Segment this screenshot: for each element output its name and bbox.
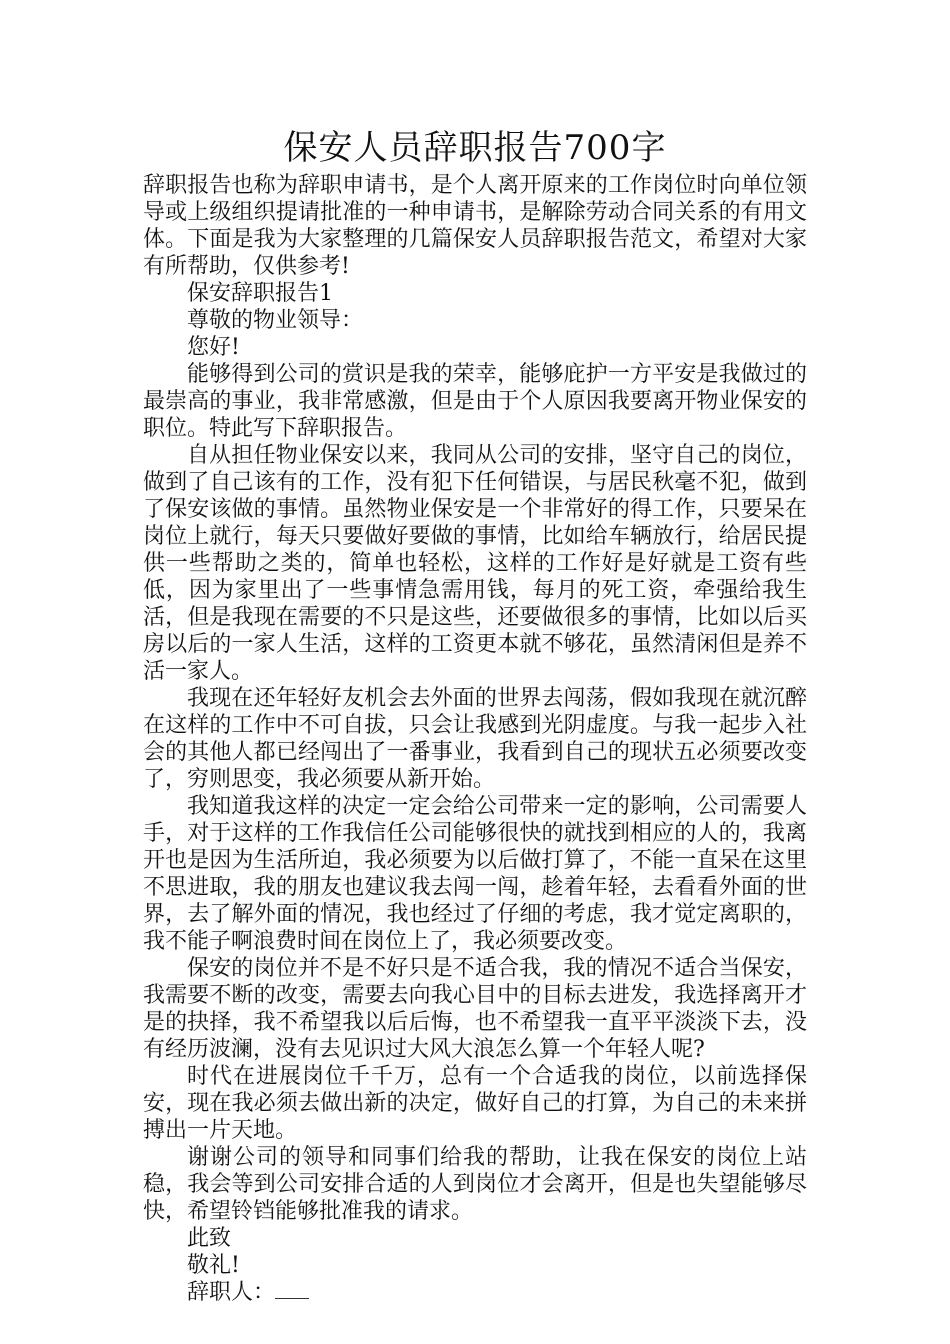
body-paragraph: 能够得到公司的赏识是我的荣幸，能够庇护一方平安是我做过的最崇高的事业，我非常感激，但是由于个人原因我要离开物业保安的职位。特此写下辞职报告。 [143, 362, 807, 441]
greeting: 您好! [187, 335, 240, 360]
body-paragraph: 自从担任物业保安以来，我同从公司的安排，坚守自己的岗位，做到了自己该有的工作，没有犯下任何错误，与居民秋毫不犯，做到了保安该做的事情。虽然物业保安是一个非常好的得工作，只要呆在岗位上就行，每天只要做好要做的事情，比如给车辆放行，给居民提供一些帮助之类的，简单也轻松，这样的工作好是好就是工资有些低，因为家里出了一些事情急需用钱，每月的死工资，牵强给我生活，但是我现在需要的不只是这些，还要做很多的事情，比如以后买房以后的一家人生活，这样的工资更本就不够花，虽然清闲但是养不活一家人。 [143, 443, 807, 684]
salutation: 尊敬的物业领导： [187, 308, 364, 333]
signature-blank [275, 1280, 309, 1299]
closing-line: 此致 [187, 1226, 232, 1251]
document-title: 保安人员辞职报告700字 [283, 128, 667, 168]
section-heading: 保安辞职报告1 [187, 281, 333, 306]
body-paragraph: 我知道我这样的决定一定会给公司带来一定的影响，公司需要人手，对于这样的工作我信任公司能够很快的就找到相应的人的，我离开也是因为生活所迫，我必须要为以后做打算了，不能一直呆在这里不思进取，我的朋友也建议我去闯一闯，趁着年轻，去看看外面的世界，去了解外面的情况，我也经过了仔细的考虑，我才觉定离职的，我不能子啊浪费时间在岗位上了，我必须要改变。 [143, 794, 807, 954]
body-paragraph: 时代在进展岗位千千万，总有一个合适我的岗位，以前选择保安，现在我必须去做出新的决定，做好自己的打算，为自己的未来拼搏出一片天地。 [143, 1064, 807, 1143]
body-paragraph: 谢谢公司的领导和同事们给我的帮助，让我在保安的岗位上站稳，我会等到公司安排合适的人到岗位才会离开，但是也失望能够尽快，希望铃铛能够批准我的请求。 [143, 1145, 807, 1224]
body-paragraph: 保安的岗位并不是不好只是不适合我，我的情况不适合当保安，我需要不断的改变，需要去向我心目中的目标去进发，我选择离开才是的抉择，我不希望我以后后悔，也不希望我一直平平淡淡下去，没有经历波澜，没有去见识过大风大浪怎么算一个年轻人呢? [143, 956, 807, 1062]
body-paragraph: 我现在还年轻好友机会去外面的世界去闯荡，假如我现在就沉醉在这样的工作中不可自拔，只会让我感到光阴虚度。与我一起步入社会的其他人都已经闯出了一番事业，我看到自己的现状五必须要改变了，穷则思变，我必须要从新开始。 [143, 686, 807, 792]
signature-line [143, 1279, 807, 1306]
signature-label: 辞职人： [187, 1280, 276, 1305]
closing-salute: 敬礼! [187, 1253, 240, 1278]
intro-paragraph: 辞职报告也称为辞职申请书，是个人离开原来的工作岗位时向单位领导或上级组织提请批准的一种申请书，是解除劳动合同关系的有用文体。下面是我为大家整理的几篇保安人员辞职报告范文，希望对大家有所帮助，仅供参考! [143, 173, 807, 279]
document-body [143, 172, 807, 1306]
